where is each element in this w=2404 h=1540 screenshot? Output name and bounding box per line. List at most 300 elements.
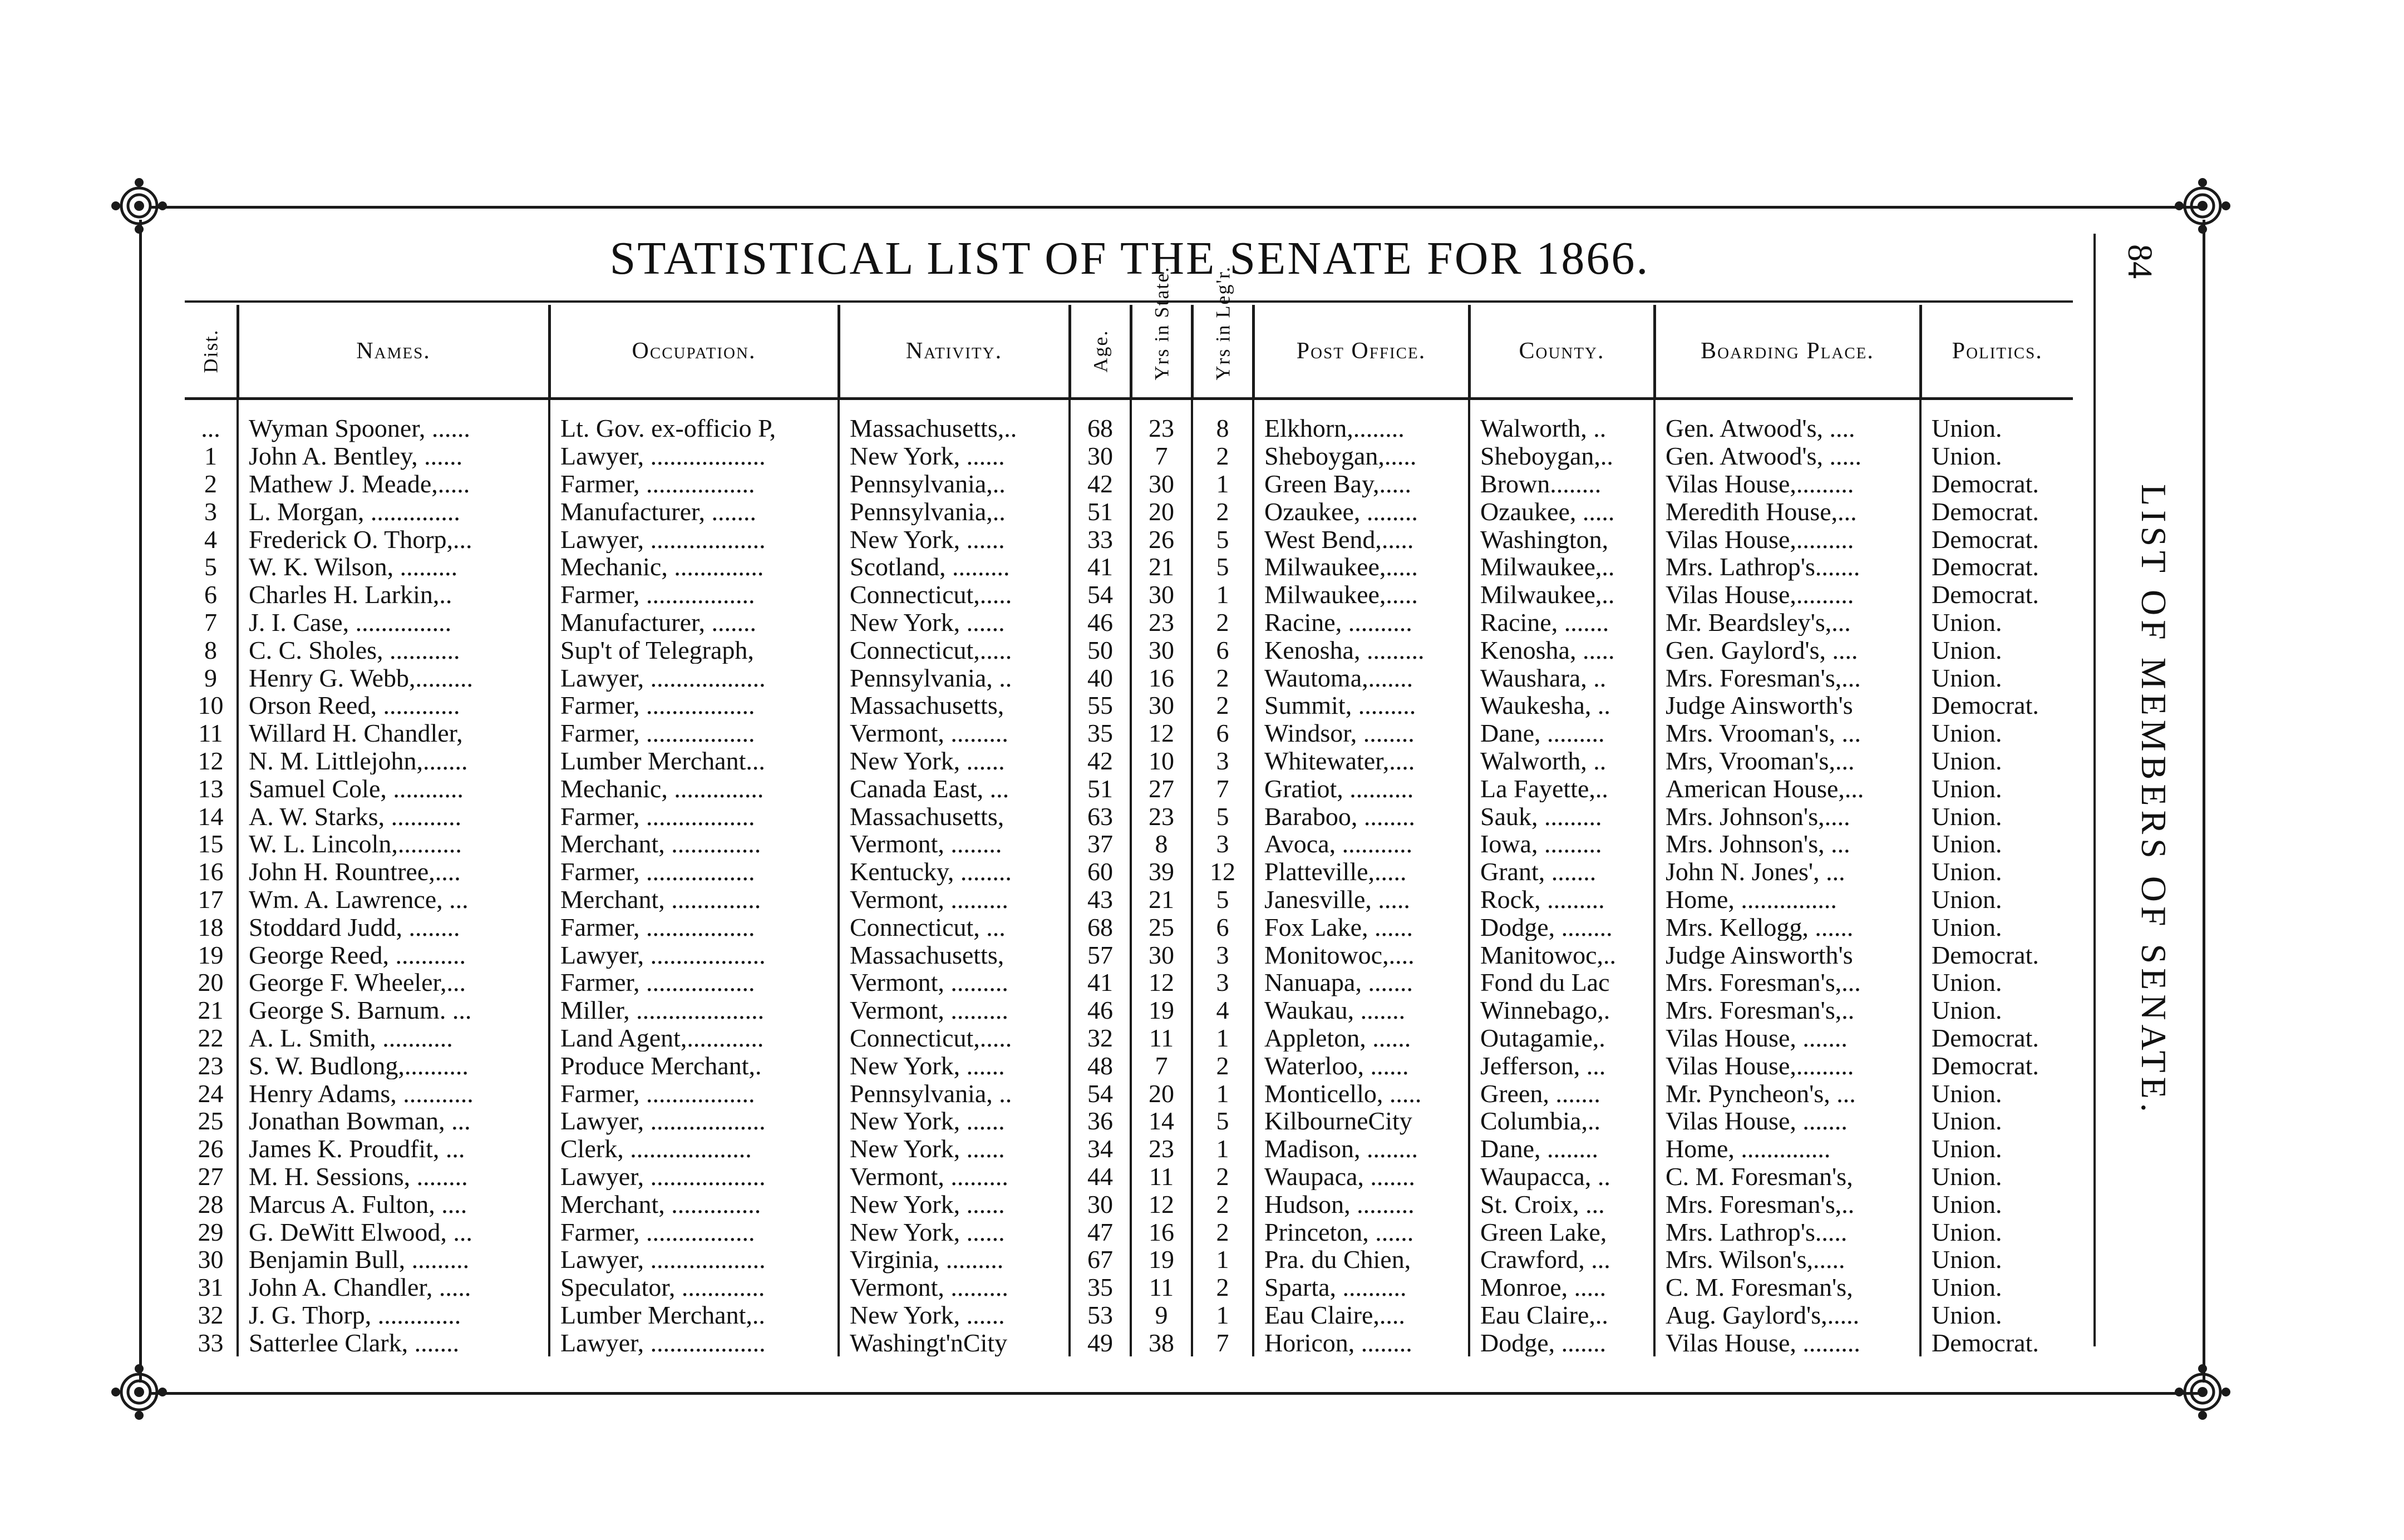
cell-occupation: Lawyer, ..................: [549, 442, 839, 470]
cell-name: Mathew J. Meade,.....: [238, 470, 549, 498]
cell-name: L. Morgan, ..............: [238, 497, 549, 525]
cell-boarding-place: Meredith House,...: [1654, 497, 1920, 525]
cell-occupation: Lumber Merchant,..: [549, 1301, 839, 1329]
cell-post-office: Ozaukee, ........: [1253, 497, 1469, 525]
cell-boarding-place: Gen. Atwood's, ....: [1654, 399, 1920, 442]
cell-county: St. Croix, ...: [1469, 1190, 1654, 1218]
cell-name: John H. Rountree,....: [238, 858, 549, 886]
cell-politics: Democrat.: [1932, 470, 2039, 498]
cell-dist: 29: [185, 1218, 238, 1246]
cell-dist: 13: [185, 774, 238, 802]
cell-county: Kenosha, .....: [1469, 636, 1654, 664]
cell-yrs-in-legislature: 1: [1192, 1024, 1253, 1052]
cell-politics: Democrat.: [1932, 497, 2039, 526]
cell-name: Henry G. Webb,.........: [238, 664, 549, 692]
cell-boarding-place: Mrs. Foresman's,...: [1654, 969, 1920, 996]
table-row: [185, 913, 2073, 941]
table-row: [185, 1190, 2073, 1218]
left-border-rule: [139, 220, 142, 1383]
side-margin-rule: [2093, 234, 2096, 1346]
table-row: [185, 858, 2073, 886]
table-header-row: [185, 305, 2073, 399]
cell-boarding-place: Vilas House, .......: [1654, 1024, 1920, 1052]
cell-post-office: Elkhorn,........: [1253, 399, 1469, 442]
cell-county: Sauk, .........: [1469, 802, 1654, 830]
cell-nativity: Vermont, .........: [839, 1163, 1070, 1191]
corner-ornament-icon: [110, 1363, 168, 1421]
cell-politics: Union.: [1932, 1190, 2002, 1218]
cell-name: J. G. Thorp, .............: [238, 1301, 549, 1329]
cell-county: Walworth, ..: [1469, 747, 1654, 775]
cell-age: 48: [1070, 1052, 1131, 1079]
table-row: [185, 996, 2073, 1024]
right-border-rule: [2203, 220, 2205, 1383]
cell-name: N. M. Littlejohn,.......: [238, 747, 549, 775]
cell-age: 42: [1070, 747, 1131, 775]
cell-county: Eau Claire,..: [1469, 1301, 1654, 1329]
cell-county: Crawford, ...: [1469, 1246, 1654, 1274]
cell-nativity: Vermont, .........: [839, 996, 1070, 1024]
cell-boarding-place: Vilas House,.........: [1654, 581, 1920, 609]
column-header-boarding-place: Boarding Place.: [1654, 305, 1920, 399]
cell-age: 54: [1070, 581, 1131, 609]
cell-occupation: Lawyer, ..................: [549, 664, 839, 692]
bottom-border-rule: [150, 1392, 2204, 1395]
table-row: [185, 1274, 2073, 1301]
table-row: [185, 1163, 2073, 1191]
cell-occupation: Lawyer, ..................: [549, 1163, 839, 1191]
cell-politics: Union.: [1932, 1107, 2002, 1135]
cell-nativity: New York, ......: [839, 1107, 1070, 1135]
cell-county: La Fayette,..: [1469, 774, 1654, 802]
column-header-yrs-in-legislature: [1192, 266, 1253, 399]
cell-yrs-in-state: 21: [1131, 886, 1192, 914]
cell-name: C. C. Sholes, ...........: [238, 636, 549, 664]
table-row: [185, 664, 2073, 692]
cell-boarding-place: Mrs. Lathrop's.....: [1654, 1218, 1920, 1246]
cell-dist: 31: [185, 1274, 238, 1301]
table-row: [185, 470, 2073, 498]
cell-boarding-place: Mrs. Lathrop's.......: [1654, 553, 1920, 581]
cell-post-office: Wautoma,.......: [1253, 664, 1469, 692]
table-body: [185, 399, 2073, 1357]
cell-yrs-in-state: 9: [1131, 1301, 1192, 1329]
column-header-dist-label: Dist.: [199, 329, 222, 373]
cell-county: Rock, .........: [1469, 886, 1654, 914]
cell-dist: 15: [185, 830, 238, 858]
table-row: [185, 525, 2073, 553]
cell-nativity: Massachusetts,: [839, 941, 1070, 969]
cell-occupation: Manufacturer, .......: [549, 609, 839, 636]
cell-age: 30: [1070, 442, 1131, 470]
cell-dist: 1: [185, 442, 238, 470]
cell-post-office: Summit, .........: [1253, 692, 1469, 719]
cell-occupation: Farmer, .................: [549, 1218, 839, 1246]
cell-county: Brown........: [1469, 470, 1654, 498]
cell-yrs-in-state: 23: [1131, 802, 1192, 830]
cell-name: W. L. Lincoln,..........: [238, 830, 549, 858]
table-row: [185, 802, 2073, 830]
cell-dist: 9: [185, 664, 238, 692]
cell-age: 43: [1070, 886, 1131, 914]
cell-yrs-in-state: 25: [1131, 913, 1192, 941]
cell-nativity: Canada East, ...: [839, 774, 1070, 802]
cell-occupation: Speculator, .............: [549, 1274, 839, 1301]
cell-occupation: Mechanic, ..............: [549, 553, 839, 581]
cell-dist: 20: [185, 969, 238, 996]
cell-age: 60: [1070, 858, 1131, 886]
cell-name: Marcus A. Fulton, ....: [238, 1190, 549, 1218]
cell-post-office: West Bend,.....: [1253, 525, 1469, 553]
cell-nativity: Pennsylvania, ..: [839, 1079, 1070, 1107]
cell-post-office: Platteville,.....: [1253, 858, 1469, 886]
cell-nativity: New York, ......: [839, 1052, 1070, 1079]
cell-boarding-place: Mrs. Foresman's,..: [1654, 1190, 1920, 1218]
cell-yrs-in-legislature: 1: [1192, 1246, 1253, 1274]
cell-nativity: Pennsylvania, ..: [839, 664, 1070, 692]
cell-post-office: KilbourneCity: [1253, 1107, 1469, 1135]
cell-county: Milwaukee,..: [1469, 581, 1654, 609]
cell-nativity: New York, ......: [839, 442, 1070, 470]
table-row: [185, 941, 2073, 969]
column-header-age: [1070, 305, 1131, 399]
cell-yrs-in-state: 23: [1131, 399, 1192, 442]
cell-post-office: Milwaukee,.....: [1253, 553, 1469, 581]
cell-post-office: Princeton, ......: [1253, 1218, 1469, 1246]
cell-occupation: Farmer, .................: [549, 802, 839, 830]
cell-politics: Democrat.: [1932, 941, 2039, 969]
cell-yrs-in-legislature: 4: [1192, 996, 1253, 1024]
cell-county: Dodge, .......: [1469, 1329, 1654, 1356]
cell-yrs-in-legislature: 5: [1192, 802, 1253, 830]
cell-politics: Union.: [1932, 1245, 2002, 1274]
table-row: [185, 1107, 2073, 1135]
corner-ornament-icon: [110, 177, 168, 235]
cell-yrs-in-state: 12: [1131, 1190, 1192, 1218]
cell-nativity: Massachusetts,: [839, 802, 1070, 830]
cell-yrs-in-state: 11: [1131, 1274, 1192, 1301]
cell-age: 68: [1070, 913, 1131, 941]
cell-post-office: Whitewater,....: [1253, 747, 1469, 775]
cell-dist: 5: [185, 553, 238, 581]
table-row: [185, 636, 2073, 664]
table-row: [185, 1301, 2073, 1329]
cell-boarding-place: Vilas House,.........: [1654, 1052, 1920, 1079]
table-row: [185, 1052, 2073, 1079]
cell-politics: Union.: [1932, 1273, 2002, 1301]
cell-yrs-in-legislature: 1: [1192, 1301, 1253, 1329]
cell-county: Outagamie,.: [1469, 1024, 1654, 1052]
cell-boarding-place: Vilas House,.........: [1654, 525, 1920, 553]
cell-politics: Union.: [1932, 1301, 2002, 1329]
cell-occupation: Lt. Gov. ex-officio P,: [549, 399, 839, 442]
cell-county: Green Lake,: [1469, 1218, 1654, 1246]
cell-name: James K. Proudfit, ...: [238, 1135, 549, 1163]
cell-boarding-place: Gen. Gaylord's, ....: [1654, 636, 1920, 664]
cell-county: Dane, ........: [1469, 1135, 1654, 1163]
cell-age: 51: [1070, 774, 1131, 802]
cell-yrs-in-legislature: 2: [1192, 497, 1253, 525]
cell-age: 44: [1070, 1163, 1131, 1191]
cell-dist: 18: [185, 913, 238, 941]
cell-county: Waukesha, ..: [1469, 692, 1654, 719]
cell-occupation: Mechanic, ..............: [549, 774, 839, 802]
cell-nativity: Vermont, .........: [839, 719, 1070, 747]
cell-name: G. DeWitt Elwood, ...: [238, 1218, 549, 1246]
cell-yrs-in-legislature: 3: [1192, 830, 1253, 858]
cell-age: 41: [1070, 553, 1131, 581]
cell-age: 35: [1070, 1274, 1131, 1301]
top-border-rule: [150, 206, 2204, 209]
column-header-names: Names.: [238, 305, 549, 399]
cell-post-office: Janesville, .....: [1253, 886, 1469, 914]
table-row: [185, 399, 2073, 442]
cell-yrs-in-legislature: 2: [1192, 1190, 1253, 1218]
cell-occupation: Farmer, .................: [549, 470, 839, 498]
cell-name: Wyman Spooner, ......: [238, 399, 549, 442]
cell-boarding-place: Judge Ainsworth's: [1654, 692, 1920, 719]
cell-politics: Democrat.: [1932, 552, 2039, 581]
cell-dist: 28: [185, 1190, 238, 1218]
cell-county: Dane, .........: [1469, 719, 1654, 747]
cell-name: Charles H. Larkin,..: [238, 581, 549, 609]
cell-nativity: Washingt'nCity: [839, 1329, 1070, 1356]
cell-politics: Union.: [1932, 608, 2002, 636]
cell-post-office: Madison, ........: [1253, 1135, 1469, 1163]
cell-nativity: New York, ......: [839, 1135, 1070, 1163]
cell-boarding-place: Mrs. Foresman's,...: [1654, 664, 1920, 692]
cell-yrs-in-state: 19: [1131, 996, 1192, 1024]
cell-nativity: Massachusetts,: [839, 692, 1070, 719]
cell-yrs-in-legislature: 7: [1192, 774, 1253, 802]
cell-dist: 32: [185, 1301, 238, 1329]
cell-nativity: New York, ......: [839, 747, 1070, 775]
cell-age: 57: [1070, 941, 1131, 969]
cell-county: Ozaukee, .....: [1469, 497, 1654, 525]
cell-name: John A. Chandler, .....: [238, 1274, 549, 1301]
cell-age: 30: [1070, 1190, 1131, 1218]
cell-yrs-in-legislature: 3: [1192, 969, 1253, 996]
cell-politics: Democrat.: [1932, 1052, 2039, 1080]
table-row: [185, 1329, 2073, 1356]
cell-politics: Democrat.: [1932, 691, 2039, 719]
cell-age: 68: [1070, 399, 1131, 442]
table-row: [185, 774, 2073, 802]
cell-yrs-in-state: 8: [1131, 830, 1192, 858]
cell-post-office: Windsor, ........: [1253, 719, 1469, 747]
cell-name: Wm. A. Lawrence, ...: [238, 886, 549, 914]
title-underline-rule: [185, 300, 2073, 303]
table-row: [185, 553, 2073, 581]
cell-nativity: Pennsylvania,..: [839, 497, 1070, 525]
cell-yrs-in-state: 19: [1131, 1246, 1192, 1274]
cell-nativity: Pennsylvania,..: [839, 470, 1070, 498]
cell-name: Frederick O. Thorp,...: [238, 525, 549, 553]
cell-yrs-in-state: 7: [1131, 1052, 1192, 1079]
cell-nativity: Connecticut,.....: [839, 1024, 1070, 1052]
cell-post-office: Waterloo, ......: [1253, 1052, 1469, 1079]
cell-post-office: Horicon, ........: [1253, 1329, 1469, 1356]
cell-yrs-in-state: 26: [1131, 525, 1192, 553]
cell-yrs-in-legislature: 2: [1192, 1163, 1253, 1191]
cell-yrs-in-legislature: 7: [1192, 1329, 1253, 1356]
cell-occupation: Land Agent,............: [549, 1024, 839, 1052]
column-header-yrs-in-legislature-label: Yrs in Leg'r.: [1211, 266, 1234, 381]
cell-dist: 21: [185, 996, 238, 1024]
cell-boarding-place: Mr. Beardsley's,...: [1654, 609, 1920, 636]
cell-occupation: Lawyer, ..................: [549, 1107, 839, 1135]
cell-politics: Union.: [1932, 747, 2002, 775]
cell-politics: Democrat.: [1932, 525, 2039, 553]
cell-yrs-in-state: 30: [1131, 692, 1192, 719]
page-title: STATISTICAL LIST OF THE SENATE FOR 1866.: [609, 233, 1650, 284]
cell-dist: 6: [185, 581, 238, 609]
cell-nativity: Vermont, ........: [839, 830, 1070, 858]
cell-name: A. W. Starks, ...........: [238, 802, 549, 830]
cell-nativity: New York, ......: [839, 1301, 1070, 1329]
cell-boarding-place: Home, ...............: [1654, 886, 1920, 914]
cell-county: Green, .......: [1469, 1079, 1654, 1107]
cell-boarding-place: Mrs, Vrooman's,...: [1654, 747, 1920, 775]
cell-politics: Union.: [1932, 636, 2002, 664]
cell-yrs-in-legislature: 2: [1192, 692, 1253, 719]
cell-yrs-in-state: 23: [1131, 1135, 1192, 1163]
cell-dist: 2: [185, 470, 238, 498]
cell-politics: Union.: [1932, 774, 2002, 803]
cell-occupation: Lawyer, ..................: [549, 525, 839, 553]
cell-dist: 14: [185, 802, 238, 830]
table-row: [185, 609, 2073, 636]
cell-age: 46: [1070, 609, 1131, 636]
cell-yrs-in-legislature: 2: [1192, 1052, 1253, 1079]
table-row: [185, 969, 2073, 996]
cell-post-office: Kenosha, .........: [1253, 636, 1469, 664]
cell-dist: ...: [185, 399, 238, 442]
cell-yrs-in-state: 27: [1131, 774, 1192, 802]
cell-county: Monroe, .....: [1469, 1274, 1654, 1301]
page-number: 84: [2121, 244, 2159, 279]
cell-nativity: Connecticut, ...: [839, 913, 1070, 941]
cell-nativity: Vermont, .........: [839, 886, 1070, 914]
cell-occupation: Sup't of Telegraph,: [549, 636, 839, 664]
cell-occupation: Farmer, .................: [549, 719, 839, 747]
column-header-yrs-in-state-label: Yrs in State.: [1150, 266, 1173, 381]
cell-nativity: Connecticut,.....: [839, 636, 1070, 664]
cell-yrs-in-legislature: 1: [1192, 581, 1253, 609]
cell-age: 50: [1070, 636, 1131, 664]
cell-occupation: Lawyer, ..................: [549, 941, 839, 969]
cell-boarding-place: American House,...: [1654, 774, 1920, 802]
cell-yrs-in-state: 11: [1131, 1024, 1192, 1052]
column-header-age-label: Age.: [1089, 329, 1111, 373]
cell-politics: Union.: [1932, 968, 2002, 996]
cell-yrs-in-state: 7: [1131, 442, 1192, 470]
table-row: [185, 497, 2073, 525]
cell-yrs-in-state: 38: [1131, 1329, 1192, 1356]
cell-politics: Union.: [1932, 885, 2002, 914]
cell-politics: Union.: [1932, 1218, 2002, 1246]
cell-post-office: Appleton, ......: [1253, 1024, 1469, 1052]
cell-post-office: Avoca, ...........: [1253, 830, 1469, 858]
cell-boarding-place: C. M. Foresman's,: [1654, 1274, 1920, 1301]
cell-county: Manitowoc,..: [1469, 941, 1654, 969]
cell-post-office: Hudson, .........: [1253, 1190, 1469, 1218]
cell-dist: 25: [185, 1107, 238, 1135]
table-row: [185, 581, 2073, 609]
cell-yrs-in-state: 20: [1131, 497, 1192, 525]
cell-age: 53: [1070, 1301, 1131, 1329]
cell-county: Washington,: [1469, 525, 1654, 553]
cell-post-office: Gratiot, ..........: [1253, 774, 1469, 802]
column-header-post-office: Post Office.: [1253, 305, 1469, 399]
cell-yrs-in-legislature: 3: [1192, 747, 1253, 775]
cell-age: 37: [1070, 830, 1131, 858]
cell-boarding-place: Mrs. Johnson's, ...: [1654, 830, 1920, 858]
cell-occupation: Merchant, ..............: [549, 830, 839, 858]
cell-politics: Union.: [1932, 414, 2002, 442]
cell-county: Walworth, ..: [1469, 399, 1654, 442]
cell-dist: 7: [185, 609, 238, 636]
cell-politics: Union.: [1932, 719, 2002, 747]
cell-age: 55: [1070, 692, 1131, 719]
cell-occupation: Farmer, .................: [549, 1079, 839, 1107]
cell-yrs-in-legislature: 2: [1192, 609, 1253, 636]
cell-yrs-in-legislature: 5: [1192, 1107, 1253, 1135]
cell-yrs-in-legislature: 5: [1192, 553, 1253, 581]
cell-occupation: Farmer, .................: [549, 581, 839, 609]
column-header-politics: Politics.: [1920, 305, 2073, 399]
table-row: [185, 692, 2073, 719]
cell-county: Dodge, ........: [1469, 913, 1654, 941]
cell-county: Columbia,..: [1469, 1107, 1654, 1135]
cell-politics: Union.: [1932, 1162, 2002, 1191]
cell-yrs-in-legislature: 1: [1192, 470, 1253, 498]
cell-yrs-in-state: 20: [1131, 1079, 1192, 1107]
cell-post-office: Milwaukee,.....: [1253, 581, 1469, 609]
cell-post-office: Waupaca, .......: [1253, 1163, 1469, 1191]
cell-yrs-in-legislature: 6: [1192, 913, 1253, 941]
cell-politics: Democrat.: [1932, 580, 2039, 609]
table-row: [185, 1218, 2073, 1246]
column-header-dist: [185, 305, 238, 399]
cell-nativity: Virginia, .........: [839, 1246, 1070, 1274]
cell-nativity: Vermont, .........: [839, 1274, 1070, 1301]
cell-yrs-in-legislature: 2: [1192, 442, 1253, 470]
cell-boarding-place: Vilas House, .........: [1654, 1329, 1920, 1356]
cell-county: Racine, .......: [1469, 609, 1654, 636]
cell-post-office: Waukau, .......: [1253, 996, 1469, 1024]
cell-dist: 27: [185, 1163, 238, 1191]
cell-post-office: Green Bay,.....: [1253, 470, 1469, 498]
cell-name: George Reed, ...........: [238, 941, 549, 969]
cell-boarding-place: John N. Jones', ...: [1654, 858, 1920, 886]
cell-politics: Union.: [1932, 442, 2002, 470]
cell-age: 36: [1070, 1107, 1131, 1135]
cell-boarding-place: Mrs. Foresman's,..: [1654, 996, 1920, 1024]
cell-name: Orson Reed, ............: [238, 692, 549, 719]
cell-occupation: Clerk, ...................: [549, 1135, 839, 1163]
cell-politics: Union.: [1932, 913, 2002, 941]
cell-age: 46: [1070, 996, 1131, 1024]
cell-dist: 3: [185, 497, 238, 525]
cell-occupation: Lumber Merchant...: [549, 747, 839, 775]
cell-dist: 19: [185, 941, 238, 969]
cell-dist: 30: [185, 1246, 238, 1274]
cell-yrs-in-state: 30: [1131, 470, 1192, 498]
cell-politics: Union.: [1932, 857, 2002, 886]
cell-name: Benjamin Bull, .........: [238, 1246, 549, 1274]
cell-nativity: Kentucky, ........: [839, 858, 1070, 886]
